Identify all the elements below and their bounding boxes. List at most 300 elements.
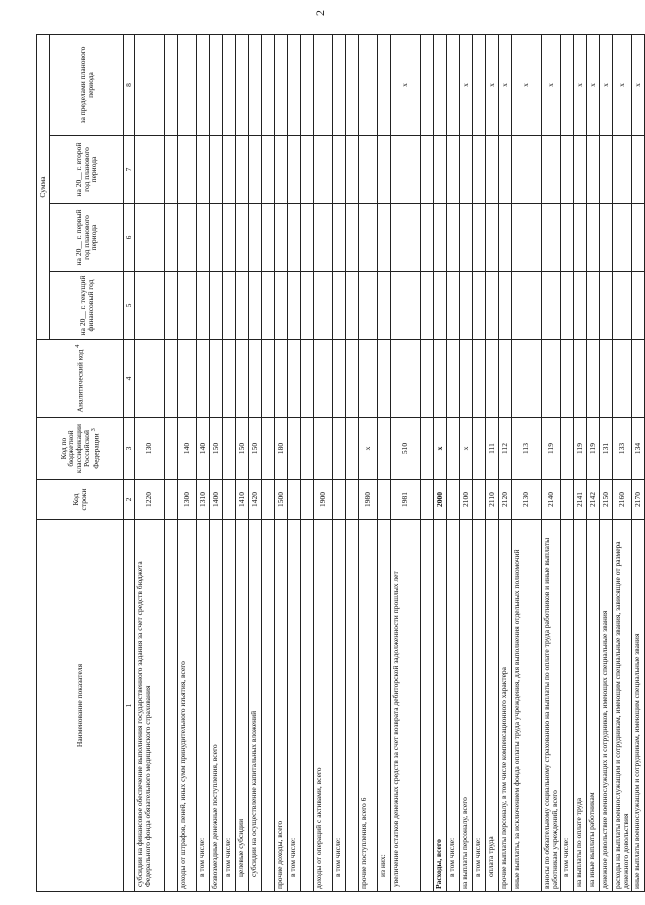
row-kbk-cell: 150	[209, 418, 222, 480]
row-kbk-cell	[560, 418, 573, 480]
row-code-cell: 1400	[209, 480, 222, 520]
row-code-cell: 1310	[196, 480, 209, 520]
col-number: 5	[124, 272, 135, 340]
row-code-cell: 1900	[313, 480, 332, 520]
row-col5-cell	[196, 272, 209, 340]
row-col8-cell	[446, 35, 459, 136]
row-col6-cell	[573, 204, 586, 272]
row-name-cell: на иные выплаты работникам	[586, 520, 599, 892]
row-col5-cell	[345, 272, 358, 340]
row-name-cell	[164, 520, 177, 892]
row-name-cell: расходы на выплаты военнослужащим и сотрудникам, имеющим специальные звания, зависящие от размера денежного довольствия	[612, 520, 631, 892]
row-col7-cell	[377, 136, 390, 204]
row-name-cell: целевые субсидии	[235, 520, 248, 892]
row-code-cell	[472, 480, 485, 520]
row-col5-cell	[164, 272, 177, 340]
table-row	[612, 35, 631, 892]
row-kbk-cell: 510	[390, 418, 420, 480]
row-col8-cell	[209, 35, 222, 136]
row-name-cell: в том числе:	[332, 520, 345, 892]
row-col5-cell	[586, 272, 599, 340]
row-name-cell: субсидии на осуществление капитальных вложений	[248, 520, 261, 892]
row-analytic-cell	[261, 340, 274, 418]
row-code-cell: 1300	[177, 480, 196, 520]
row-kbk-cell: x	[459, 418, 472, 480]
row-col8-cell	[345, 35, 358, 136]
row-col8-cell	[177, 35, 196, 136]
row-col7-cell	[472, 136, 485, 204]
column-number-row	[124, 35, 135, 892]
row-col5-cell	[261, 272, 274, 340]
row-analytic-cell	[300, 340, 313, 418]
row-col8-cell: x	[459, 35, 472, 136]
row-name-cell: увеличение остатков денежных средств за счет возврата дебиторской задолженности прошлых лет	[390, 520, 420, 892]
row-kbk-cell	[345, 418, 358, 480]
header-col6: на 20__ г. первый год планового периода	[50, 204, 124, 272]
row-name-cell	[300, 520, 313, 892]
row-col7-cell	[235, 136, 248, 204]
row-col7-cell	[345, 136, 358, 204]
row-kbk-cell	[164, 418, 177, 480]
row-col7-cell	[511, 136, 541, 204]
row-col5-cell	[573, 272, 586, 340]
row-col8-cell	[261, 35, 274, 136]
row-col6-cell	[446, 204, 459, 272]
row-name-cell: на выплаты персоналу, всего	[459, 520, 472, 892]
table-row	[573, 35, 586, 892]
row-col8-cell: x	[498, 35, 511, 136]
row-name-cell: в том числе:	[446, 520, 459, 892]
row-col8-cell	[300, 35, 313, 136]
table-row	[222, 35, 235, 892]
header-sum: Сумма	[37, 35, 50, 340]
row-col7-cell	[313, 136, 332, 204]
row-col5-cell	[433, 272, 446, 340]
row-col8-cell: x	[631, 35, 644, 136]
row-analytic-cell	[196, 340, 209, 418]
row-analytic-cell	[222, 340, 235, 418]
row-analytic-cell	[586, 340, 599, 418]
row-analytic-cell	[313, 340, 332, 418]
row-col8-cell: x	[541, 35, 560, 136]
row-name-cell: взносы по обязательному социальному страхованию на выплаты по оплате труда работников и иные выплаты работникам учреждений, всего	[541, 520, 560, 892]
row-analytic-cell	[599, 340, 612, 418]
row-name-cell	[345, 520, 358, 892]
row-code-cell: 1410	[235, 480, 248, 520]
row-kbk-cell	[420, 418, 433, 480]
row-analytic-cell	[235, 340, 248, 418]
row-analytic-cell	[287, 340, 300, 418]
header-code: Код строки	[37, 480, 124, 520]
rotated-report-table	[36, 35, 642, 892]
table-row	[390, 35, 420, 892]
table-row	[472, 35, 485, 892]
row-name-cell: прочие выплаты персоналу, в том числе компенсационного характера	[498, 520, 511, 892]
row-analytic-cell	[377, 340, 390, 418]
row-col7-cell	[560, 136, 573, 204]
row-col8-cell	[313, 35, 332, 136]
table-body	[134, 35, 644, 892]
row-col5-cell	[511, 272, 541, 340]
row-name-cell: прочие поступления, всего 6	[358, 520, 377, 892]
row-col6-cell	[222, 204, 235, 272]
row-col8-cell	[235, 35, 248, 136]
header-analytic: Аналитический код $^4$	[37, 340, 124, 418]
row-col6-cell	[177, 204, 196, 272]
row-col7-cell	[196, 136, 209, 204]
row-col5-cell	[631, 272, 644, 340]
table-row	[377, 35, 390, 892]
col-number: 7	[124, 136, 135, 204]
row-col7-cell	[274, 136, 287, 204]
row-code-cell	[560, 480, 573, 520]
row-col6-cell	[498, 204, 511, 272]
row-code-cell	[345, 480, 358, 520]
row-col8-cell	[377, 35, 390, 136]
table-row	[177, 35, 196, 892]
row-col7-cell	[433, 136, 446, 204]
row-col5-cell	[235, 272, 248, 340]
row-col6-cell	[134, 204, 164, 272]
row-col5-cell	[209, 272, 222, 340]
table-row	[209, 35, 222, 892]
row-kbk-cell	[446, 418, 459, 480]
row-col5-cell	[612, 272, 631, 340]
row-kbk-cell: 119	[586, 418, 599, 480]
row-code-cell: 2110	[485, 480, 498, 520]
row-analytic-cell	[433, 340, 446, 418]
row-analytic-cell	[420, 340, 433, 418]
row-code-cell	[261, 480, 274, 520]
row-col6-cell	[612, 204, 631, 272]
row-col6-cell	[196, 204, 209, 272]
row-col5-cell	[420, 272, 433, 340]
row-code-cell	[420, 480, 433, 520]
row-code-cell: 2000	[433, 480, 446, 520]
row-col8-cell	[560, 35, 573, 136]
row-kbk-cell	[472, 418, 485, 480]
row-code-cell: 2140	[541, 480, 560, 520]
row-code-cell: 2150	[599, 480, 612, 520]
row-name-cell: денежное довольствие военнослужащих и сотрудников, имеющих специальные звания	[599, 520, 612, 892]
header-col8: за пределами планового периода	[50, 35, 124, 136]
table-row	[459, 35, 472, 892]
row-col5-cell	[274, 272, 287, 340]
row-col6-cell	[287, 204, 300, 272]
table-row	[134, 35, 164, 892]
row-col8-cell	[420, 35, 433, 136]
row-code-cell: 2170	[631, 480, 644, 520]
row-col8-cell	[196, 35, 209, 136]
row-col6-cell	[164, 204, 177, 272]
row-col8-cell	[274, 35, 287, 136]
table-row	[485, 35, 498, 892]
row-col6-cell	[313, 204, 332, 272]
row-analytic-cell	[485, 340, 498, 418]
table-row	[498, 35, 511, 892]
row-col7-cell	[612, 136, 631, 204]
row-name-cell: оплата труда	[485, 520, 498, 892]
row-code-cell	[222, 480, 235, 520]
row-col7-cell	[631, 136, 644, 204]
row-code-cell: 2141	[573, 480, 586, 520]
table-row	[599, 35, 612, 892]
row-analytic-cell	[498, 340, 511, 418]
row-col7-cell	[586, 136, 599, 204]
row-code-cell: 2160	[612, 480, 631, 520]
row-col6-cell	[390, 204, 420, 272]
row-col6-cell	[274, 204, 287, 272]
row-analytic-cell	[511, 340, 541, 418]
row-col5-cell	[377, 272, 390, 340]
row-col8-cell: x	[599, 35, 612, 136]
row-analytic-cell	[345, 340, 358, 418]
row-col5-cell	[287, 272, 300, 340]
row-analytic-cell	[446, 340, 459, 418]
row-col8-cell: x	[390, 35, 420, 136]
row-name-cell: субсидии на финансовое обеспечение выполнения государственного задания за счет средств бюджета Федерального фонда обязательного медицинского страхования	[134, 520, 164, 892]
row-col7-cell	[209, 136, 222, 204]
table-row	[196, 35, 209, 892]
table-row	[358, 35, 377, 892]
row-col6-cell	[485, 204, 498, 272]
row-col7-cell	[300, 136, 313, 204]
row-col8-cell: x	[485, 35, 498, 136]
row-analytic-cell	[573, 340, 586, 418]
row-name-cell: в том числе:	[196, 520, 209, 892]
row-analytic-cell	[612, 340, 631, 418]
row-col8-cell	[222, 35, 235, 136]
row-kbk-cell: 113	[511, 418, 541, 480]
row-name-cell: из них:	[377, 520, 390, 892]
table-row	[560, 35, 573, 892]
row-col6-cell	[345, 204, 358, 272]
row-kbk-cell: 140	[177, 418, 196, 480]
col-number: 4	[124, 340, 135, 418]
row-analytic-cell	[631, 340, 644, 418]
row-col5-cell	[177, 272, 196, 340]
row-col7-cell	[248, 136, 261, 204]
header-name: Наименование показателя	[37, 520, 124, 892]
header-col7: на 20__ г. второй год планового периода	[50, 136, 124, 204]
row-col7-cell	[390, 136, 420, 204]
row-col6-cell	[459, 204, 472, 272]
row-col6-cell	[332, 204, 345, 272]
row-analytic-cell	[332, 340, 345, 418]
row-col5-cell	[248, 272, 261, 340]
row-kbk-cell	[222, 418, 235, 480]
row-name-cell: доходы от операций с активами, всего	[313, 520, 332, 892]
row-col6-cell	[235, 204, 248, 272]
row-col5-cell	[459, 272, 472, 340]
table-row	[261, 35, 274, 892]
row-name-cell: на выплаты по оплате труда	[573, 520, 586, 892]
page-number: 2	[313, 10, 327, 16]
row-col8-cell	[134, 35, 164, 136]
row-col7-cell	[222, 136, 235, 204]
table-row	[248, 35, 261, 892]
row-name-cell: в том числе:	[222, 520, 235, 892]
header-col5: на 20__ г. текущий финансовый год	[50, 272, 124, 340]
table-row	[420, 35, 433, 892]
row-code-cell: 1420	[248, 480, 261, 520]
row-name-cell: доходы от штрафов, пеней, иных сумм принудительного изъятия, всего	[177, 520, 196, 892]
row-col5-cell	[498, 272, 511, 340]
row-col5-cell	[222, 272, 235, 340]
row-col6-cell	[209, 204, 222, 272]
row-code-cell	[164, 480, 177, 520]
row-code-cell: 2142	[586, 480, 599, 520]
row-col7-cell	[420, 136, 433, 204]
row-col8-cell	[433, 35, 446, 136]
row-kbk-cell	[332, 418, 345, 480]
row-col6-cell	[511, 204, 541, 272]
row-col5-cell	[332, 272, 345, 340]
row-col8-cell: x	[612, 35, 631, 136]
row-col5-cell	[446, 272, 459, 340]
row-code-cell	[300, 480, 313, 520]
row-col6-cell	[377, 204, 390, 272]
table-row	[541, 35, 560, 892]
row-kbk-cell: 119	[541, 418, 560, 480]
row-col8-cell	[358, 35, 377, 136]
row-col5-cell	[599, 272, 612, 340]
row-col7-cell	[332, 136, 345, 204]
row-code-cell: 2130	[511, 480, 541, 520]
row-kbk-cell	[377, 418, 390, 480]
row-code-cell: 1981	[390, 480, 420, 520]
row-col5-cell	[300, 272, 313, 340]
row-col7-cell	[287, 136, 300, 204]
row-kbk-cell: 133	[612, 418, 631, 480]
row-col5-cell	[560, 272, 573, 340]
row-col7-cell	[541, 136, 560, 204]
row-analytic-cell	[459, 340, 472, 418]
table-row	[511, 35, 541, 892]
table-row	[446, 35, 459, 892]
row-col6-cell	[541, 204, 560, 272]
row-analytic-cell	[248, 340, 261, 418]
row-kbk-cell: 111	[485, 418, 498, 480]
row-analytic-cell	[134, 340, 164, 418]
row-col7-cell	[446, 136, 459, 204]
col-number: 6	[124, 204, 135, 272]
row-col8-cell	[248, 35, 261, 136]
row-analytic-cell	[560, 340, 573, 418]
row-kbk-cell: x	[358, 418, 377, 480]
row-col6-cell	[420, 204, 433, 272]
table-row	[631, 35, 644, 892]
row-col8-cell: x	[511, 35, 541, 136]
row-col5-cell	[358, 272, 377, 340]
row-code-cell	[377, 480, 390, 520]
row-col5-cell	[134, 272, 164, 340]
row-col5-cell	[485, 272, 498, 340]
row-name-cell: в том числе:	[560, 520, 573, 892]
plan-table	[36, 34, 645, 892]
row-col7-cell	[134, 136, 164, 204]
row-col8-cell: x	[586, 35, 599, 136]
table-row	[313, 35, 332, 892]
table-row	[345, 35, 358, 892]
row-col5-cell	[472, 272, 485, 340]
row-analytic-cell	[164, 340, 177, 418]
row-code-cell: 2120	[498, 480, 511, 520]
row-col7-cell	[459, 136, 472, 204]
row-name-cell: Расходы, всего	[433, 520, 446, 892]
row-code-cell	[446, 480, 459, 520]
row-name-cell: иные выплаты военнослужащим и сотрудникам, имеющим специальные звания	[631, 520, 644, 892]
row-col8-cell	[164, 35, 177, 136]
row-analytic-cell	[209, 340, 222, 418]
row-kbk-cell: 150	[235, 418, 248, 480]
row-code-cell: 1500	[274, 480, 287, 520]
row-col7-cell	[498, 136, 511, 204]
row-name-cell: в том числе:	[287, 520, 300, 892]
row-kbk-cell: 150	[248, 418, 261, 480]
table-row	[287, 35, 300, 892]
table-row	[164, 35, 177, 892]
table-row	[332, 35, 345, 892]
row-code-cell	[287, 480, 300, 520]
row-col6-cell	[472, 204, 485, 272]
table-row	[300, 35, 313, 892]
table-header	[37, 35, 135, 892]
row-name-cell: в том числе:	[472, 520, 485, 892]
row-analytic-cell	[358, 340, 377, 418]
row-kbk-cell: 140	[196, 418, 209, 480]
row-kbk-cell: 112	[498, 418, 511, 480]
row-col6-cell	[358, 204, 377, 272]
row-code-cell: 1220	[134, 480, 164, 520]
row-kbk-cell	[300, 418, 313, 480]
row-name-cell: прочие доходы, всего	[274, 520, 287, 892]
row-col6-cell	[599, 204, 612, 272]
row-col5-cell	[390, 272, 420, 340]
row-kbk-cell: 130	[134, 418, 164, 480]
row-col8-cell	[472, 35, 485, 136]
row-col7-cell	[485, 136, 498, 204]
row-kbk-cell	[261, 418, 274, 480]
row-col7-cell	[599, 136, 612, 204]
row-col7-cell	[164, 136, 177, 204]
row-col6-cell	[433, 204, 446, 272]
row-code-cell	[332, 480, 345, 520]
col-number: 3	[124, 418, 135, 480]
row-analytic-cell	[472, 340, 485, 418]
row-analytic-cell	[177, 340, 196, 418]
row-kbk-cell: 119	[573, 418, 586, 480]
row-kbk-cell: 134	[631, 418, 644, 480]
row-name-cell	[261, 520, 274, 892]
row-analytic-cell	[274, 340, 287, 418]
col-number: 2	[124, 480, 135, 520]
row-col5-cell	[541, 272, 560, 340]
row-name-cell	[420, 520, 433, 892]
row-col8-cell	[332, 35, 345, 136]
row-col7-cell	[177, 136, 196, 204]
table-row	[235, 35, 248, 892]
row-col7-cell	[573, 136, 586, 204]
header-kbk: Код по бюджетной классификации Российской Федерации $^3$	[37, 418, 124, 480]
row-col6-cell	[631, 204, 644, 272]
row-code-cell: 2100	[459, 480, 472, 520]
row-kbk-cell: x	[433, 418, 446, 480]
row-analytic-cell	[541, 340, 560, 418]
row-kbk-cell	[287, 418, 300, 480]
row-col6-cell	[261, 204, 274, 272]
row-kbk-cell	[313, 418, 332, 480]
